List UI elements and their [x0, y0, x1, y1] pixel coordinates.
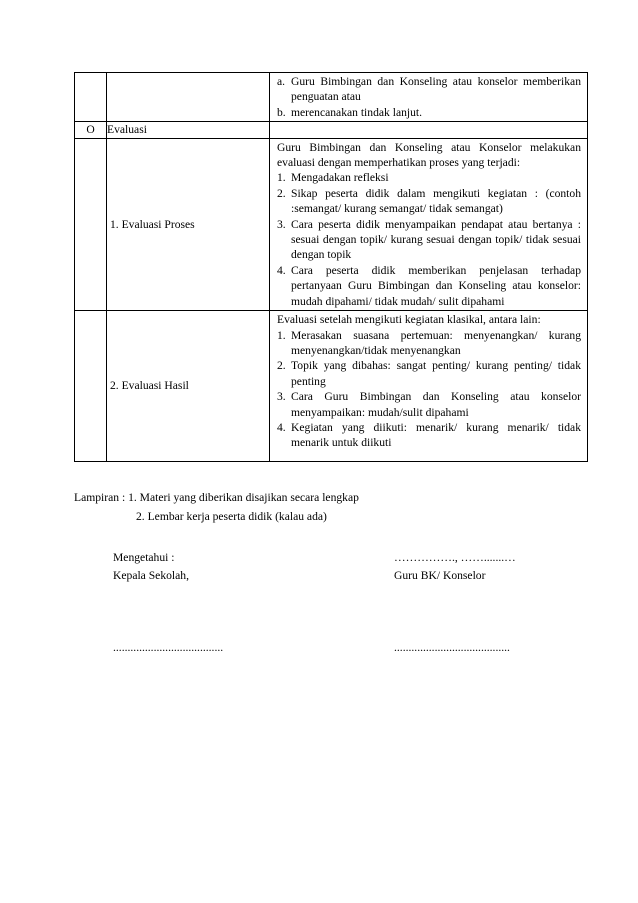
proses-list — [277, 170, 581, 309]
lampiran-line-1: Lampiran : 1. Materi yang diberikan disajikan secara lengkap — [74, 491, 359, 504]
section-title: Evaluasi — [107, 122, 270, 138]
guru-bk-signature-line: ........................................ — [394, 641, 510, 654]
kepala-sekolah-signature-line: ...................................... — [113, 641, 224, 654]
place-date-line: ……………., …….......… — [394, 551, 516, 564]
table-row — [75, 138, 588, 310]
guru-bk-label: Guru BK/ Konselor — [394, 569, 486, 582]
kepala-sekolah-label: Kepala Sekolah, — [113, 569, 189, 582]
evaluasi-proses-label: 1. Evaluasi Proses — [107, 138, 270, 310]
mengetahui-label: Mengetahui : — [113, 551, 175, 564]
proses-intro: Guru Bimbingan dan Konseling atau Konselor melakukan evaluasi dengan memperhatikan proses yang terjadi: — [277, 140, 581, 170]
table-row — [75, 122, 588, 138]
list-item: a. Guru Bimbingan dan Konseling atau konselor memberikan penguatan atau — [277, 75, 581, 104]
hasil-list — [277, 328, 581, 451]
list-item: 2. Topik yang dibahas: sangat penting/ kurang penting/ tidak penting — [277, 359, 581, 388]
list-item: 3. Cara Guru Bimbingan dan Konseling atau konselor menyampaikan: mudah/sulit dipahami — [277, 390, 581, 419]
row-letter: O — [75, 122, 107, 138]
table-row — [75, 73, 588, 122]
list-item: 2. Sikap peserta didik dalam mengikuti kegiatan : (contoh :semangat/ kurang semangat/ tidak semangat) — [277, 186, 581, 216]
list-item: 4. Cara peserta didik memberikan penjelasan terhadap pertanyaan Guru Bimbingan dan Konseling atau konselor: mudah dipahami/ tidak mudah/ sulit dipahami — [277, 263, 581, 308]
list-item: 3. Cara peserta didik menyampaikan pendapat atau bertanya : sesuai dengan topik/ kurang sesuai dengan topik/ tidak sesuai dengan topik — [277, 217, 581, 262]
penguatan-list — [277, 74, 581, 120]
evaluasi-hasil-label: 2. Evaluasi Hasil — [107, 311, 270, 462]
table-row — [75, 311, 588, 462]
list-item: 1. Merasakan suasana pertemuan: menyenangkan/ kurang menyenangkan/tidak menyenangkan — [277, 328, 581, 357]
list-item: 1. Mengadakan refleksi — [277, 171, 389, 185]
list-item: b. merencanakan tindak lanjut. — [277, 105, 423, 119]
list-item: 4. Kegiatan yang diikuti: menarik/ kurang menarik/ tidak menarik untuk diikuti — [277, 420, 581, 450]
rpl-table — [74, 72, 588, 462]
hasil-intro: Evaluasi setelah mengikuti kegiatan klasikal, antara lain: — [277, 313, 541, 327]
lampiran-line-2: 2. Lembar kerja peserta didik (kalau ada) — [136, 510, 327, 523]
